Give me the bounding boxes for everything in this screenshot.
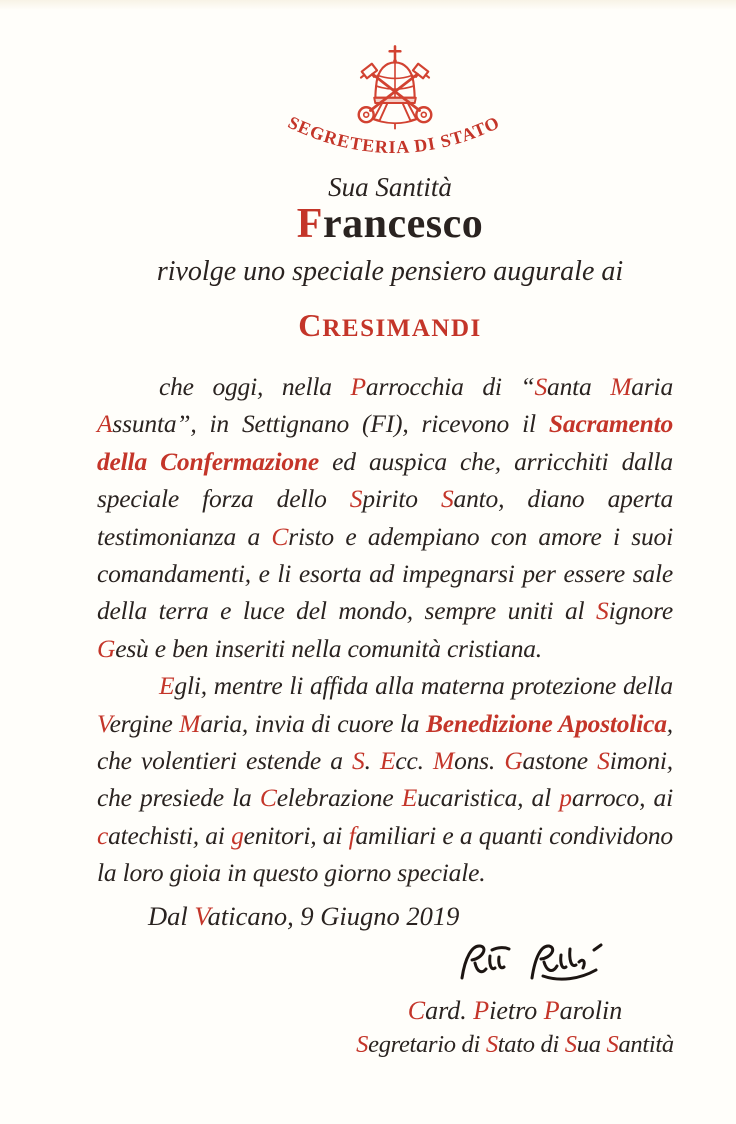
signer-title [340, 1031, 690, 1059]
text-segment: ons. [454, 746, 505, 776]
text-segment: P [543, 996, 560, 1025]
text-segment: aticano, 9 Giugno 2019 [207, 901, 460, 931]
text-segment: S [356, 1031, 369, 1058]
text-segment: P [473, 996, 490, 1025]
handwritten-signature [448, 938, 608, 994]
text-segment: Sacramento della Confermazione [97, 409, 673, 476]
text-segment: aria [631, 372, 673, 401]
text-segment: ard. [425, 996, 474, 1025]
text-segment: amiliari e a quanti condividono la loro gioia in questo giorno speciale. [97, 820, 673, 888]
body-paragraph-2 [97, 667, 673, 891]
text-segment: S [352, 746, 365, 776]
text-segment: astone [522, 746, 598, 776]
text-segment: anto, diano aperta testimonianza a [97, 484, 673, 551]
text-segment: P [350, 372, 366, 401]
letterhead-arc [274, 114, 514, 176]
text-segment: atechisti, ai [108, 820, 232, 850]
text-segment: F [296, 201, 323, 247]
text-segment: g [231, 820, 244, 850]
text-segment: esù e ben inseriti nella comunità cristiana. [115, 633, 542, 663]
text-segment: C [259, 783, 277, 813]
text-segment: aria, invia di cuore la [200, 708, 426, 738]
text-segment: S [564, 1031, 577, 1058]
text-segment: S [606, 1031, 619, 1058]
text-segment: ucaristica, al [417, 783, 560, 813]
text-segment: S [440, 484, 454, 514]
dateline [148, 901, 459, 932]
text-segment: E [401, 783, 418, 813]
text-segment: G [97, 633, 116, 663]
text-segment: risto e adempiano con amore i suoi comandamenti, e li esorta ad impegnarsi per essere sale della terra e luce del mondo, sempre uniti al [97, 521, 673, 626]
text-segment: gli, mentre li affida alla materna protezione della [174, 671, 673, 701]
text-segment: RESIMANDI [322, 315, 482, 342]
text-segment: Dal [148, 901, 195, 931]
text-segment: . [364, 746, 380, 776]
text-segment: C [407, 996, 426, 1025]
letterhead-arc-text: SEGRETERIA DI STATO [285, 114, 503, 158]
text-segment: ed auspica che, arricchiti dalla speciale forza dello [97, 446, 673, 514]
text-segment: C [271, 521, 289, 551]
text-segment: c [97, 820, 109, 850]
text-segment: V [97, 708, 110, 738]
body-paragraph-1 [97, 368, 673, 667]
signature-block [340, 996, 690, 1059]
text-segment: S [597, 746, 610, 776]
text-segment: S [349, 484, 363, 514]
text-segment: S [534, 372, 548, 401]
text-segment: E [380, 746, 396, 776]
text-segment: elebrazione [276, 783, 402, 813]
text-segment: che oggi, nella [159, 372, 351, 401]
signer-name [340, 996, 690, 1026]
scan-edge-artifact [0, 0, 736, 10]
text-segment: ignore [608, 596, 673, 626]
text-segment: antità [618, 1031, 674, 1058]
text-segment: arolin [559, 996, 623, 1025]
text-segment: S [485, 1031, 498, 1058]
text-segment: cc. [395, 746, 434, 776]
letter-body [97, 368, 673, 892]
text-segment: ssunta”, in Settignano (FI), ricevono il [112, 409, 549, 439]
dedication-line: rivolge uno speciale pensiero augurale ai [156, 256, 624, 287]
text-segment: ietro [489, 996, 544, 1025]
text-segment: M [433, 746, 455, 776]
text-segment: egretario di [368, 1031, 486, 1058]
text-segment: E [159, 671, 175, 701]
text-segment: , che volentieri estende a [97, 708, 673, 776]
text-segment: arroco, ai [571, 783, 673, 813]
pope-name [45, 200, 735, 248]
text-segment: Benedizione Apostolica [425, 708, 667, 738]
text-segment: M [179, 708, 201, 738]
text-segment: arrocchia di “ [365, 372, 535, 401]
text-segment: pirito [362, 484, 441, 514]
text-segment: tato di [497, 1031, 565, 1058]
text-segment: C [298, 307, 323, 343]
text-segment: M [610, 372, 632, 401]
text-segment: enitori, ai [243, 820, 349, 850]
text-segment: anta [547, 372, 611, 401]
text-segment: f [348, 820, 356, 850]
salutation: Sua Santità [328, 172, 452, 202]
addressee-title [45, 307, 735, 344]
text-segment: rancesco [322, 201, 484, 247]
text-segment: imoni, che presiede la [97, 746, 673, 813]
text-segment: G [504, 746, 523, 776]
text-segment: ua [576, 1031, 607, 1058]
text-segment: A [97, 409, 113, 439]
text-segment: V [194, 901, 208, 931]
text-segment: ergine [109, 708, 180, 738]
text-segment: p [559, 783, 572, 813]
text-segment: S [596, 596, 609, 626]
